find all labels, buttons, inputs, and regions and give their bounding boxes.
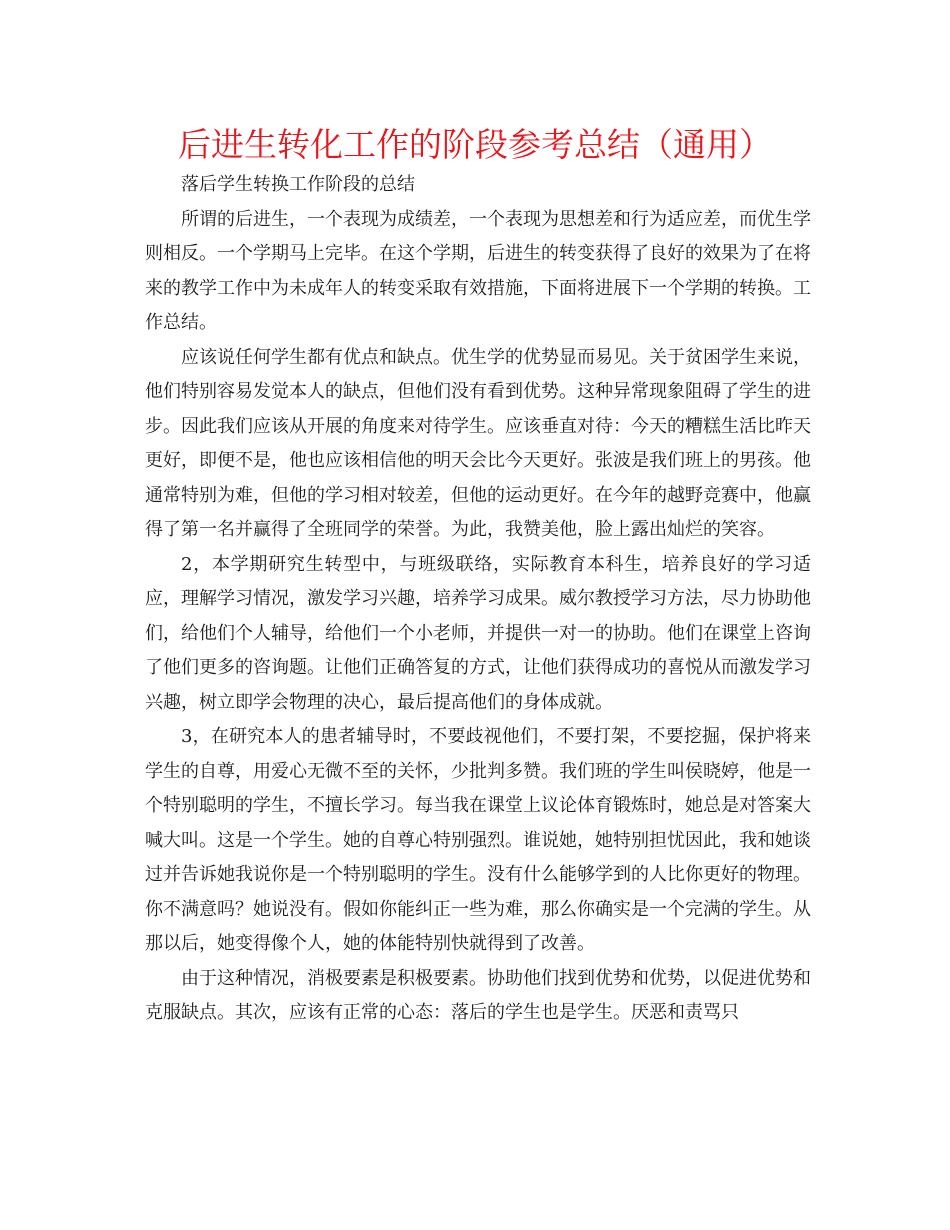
body-paragraph: 2，本学期研究生转型中，与班级联络，实际教育本科生，培养良好的学习适应，理解学习情况，激发学习兴趣，培养学习成果。威尔教授学习方法，尽力协助他们，给他们个人辅导，给他们一个小老师，并提供一对一的协助。他们在课堂上咨询了他们更多的咨询题。让他们正确答复的方式，让他们获得成功的喜悦从而激发学习兴趣，树立即学会物理的决心，最后提高他们的身体成就。 <box>145 553 811 713</box>
subtitle-paragraph: 落后学生转换工作阶段的总结 <box>181 174 415 195</box>
body-paragraph: 所谓的后进生，一个表现为成绩差，一个表现为思想差和行为适应差，而优生学则相反。一个学期马上完毕。在这个学期，后进生的转变获得了良好的效果为了在将来的教学工作中为未成年人的转变采取有效措施，下面将进展下一个学期的转换。工作总结。 <box>145 208 811 333</box>
document-title: 后进生转化工作的阶段参考总结（通用） <box>178 125 772 164</box>
body-paragraph: 由于这种情况，消极要素是积极要素。协助他们找到优势和优势，以促进优势和克服缺点。其次，应该有正常的心态：落后的学生也是学生。厌恶和责骂只 <box>145 967 811 1023</box>
body-paragraph: 3，在研究本人的患者辅导时，不要歧视他们，不要打架，不要挖掘，保护将来学生的自尊，用爱心无微不至的关怀，少批判多赞。我们班的学生叫侯晓婷，他是一个特别聪明的学生，不擅长学习。每当我在课堂上议论体育锻炼时，她总是对答案大喊大叫。这是一个学生。她的自尊心特别强烈。谁说她，她特别担忧因此，我和她谈过并告诉她我说你是一个特别聪明的学生。没有什么能够学到的人比你更好的物理。你不满意吗？她说没有。假如你能纠正一些为难，那么你确实是一个完满的学生。从那以后，她变得像个人，她的体能特别快就得到了改善。 <box>145 726 811 954</box>
document-body <box>145 168 811 1031</box>
body-paragraph: 应该说任何学生都有优点和缺点。优生学的优势显而易见。关于贫困学生来说，他们特别容易发觉本人的缺点，但他们没有看到优势。这种异常现象阻碍了学生的进步。因此我们应该从开展的角度来对待学生。应该垂直对待：今天的糟糕生活比昨天更好，即便不是，他也应该相信他的明天会比今天更好。张波是我们班上的男孩。他通常特别为难，但他的学习相对较差，但他的运动更好。在今年的越野竞赛中，他赢得了第一名并赢得了全班同学的荣誉。为此，我赞美他，脸上露出灿烂的笑容。 <box>145 346 811 540</box>
